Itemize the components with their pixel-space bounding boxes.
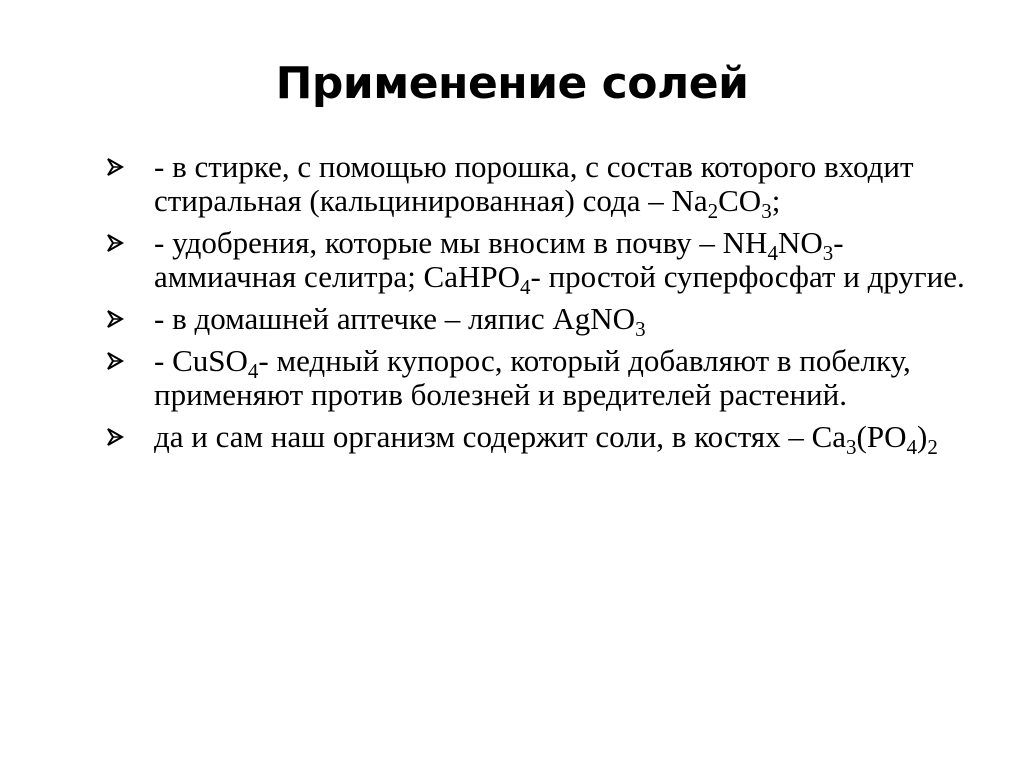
bullet-item xyxy=(104,225,984,299)
text-run: - простой суперфосфат и другие. xyxy=(530,259,965,294)
bullet-text xyxy=(154,419,938,459)
text-run: ) xyxy=(917,419,928,454)
text-run: - удобрения, которые мы вносим в почву – NH xyxy=(154,225,768,260)
text-run: CO xyxy=(718,183,762,218)
bullet-text xyxy=(154,343,911,412)
subscript: 3 xyxy=(822,241,834,265)
bullet-item xyxy=(104,344,984,412)
text-run: NO xyxy=(777,225,823,260)
bullet-item xyxy=(104,301,984,341)
arrow-bullet-icon xyxy=(104,344,134,378)
text-run: - в стирке, с помощью порошка, с состав которого входит стиральная (кальцинированная) сода – Na xyxy=(154,149,914,218)
subscript: 3 xyxy=(761,199,772,223)
bullet-text xyxy=(154,225,965,299)
arrow-bullet-icon xyxy=(104,420,134,454)
slide-title: Применение солей xyxy=(275,58,749,109)
text-run: - медный купорос, который добавляют в побелку, применяют против болезней и вредителей растений. xyxy=(154,343,911,412)
arrow-bullet-icon xyxy=(104,302,134,336)
subscript: 4 xyxy=(247,359,259,383)
text-run: ; xyxy=(771,183,781,218)
bullet-text xyxy=(154,301,646,341)
subscript: 3 xyxy=(635,317,646,341)
bullet-item xyxy=(104,419,984,459)
arrow-bullet-icon xyxy=(104,226,134,260)
arrow-bullet-icon xyxy=(104,150,134,184)
subscript: 4 xyxy=(906,435,917,459)
text-run: да и сам наш организм содержит соли, в костях – Ca xyxy=(154,419,847,454)
subscript: 3 xyxy=(846,435,857,459)
text-run: - CuSO xyxy=(154,343,248,378)
bullet-text xyxy=(154,149,914,223)
subscript: 4 xyxy=(767,241,778,265)
text-run: (PO xyxy=(856,419,907,454)
subscript: 2 xyxy=(707,199,719,223)
bullet-list xyxy=(104,150,984,462)
text-run: - аммиачная селитра; CaHPO xyxy=(154,225,844,294)
subscript: 2 xyxy=(927,435,938,459)
text-run: - в домашней аптечке – ляпис AgNO xyxy=(154,301,636,336)
subscript: 4 xyxy=(520,275,531,299)
bullet-item xyxy=(104,149,984,223)
